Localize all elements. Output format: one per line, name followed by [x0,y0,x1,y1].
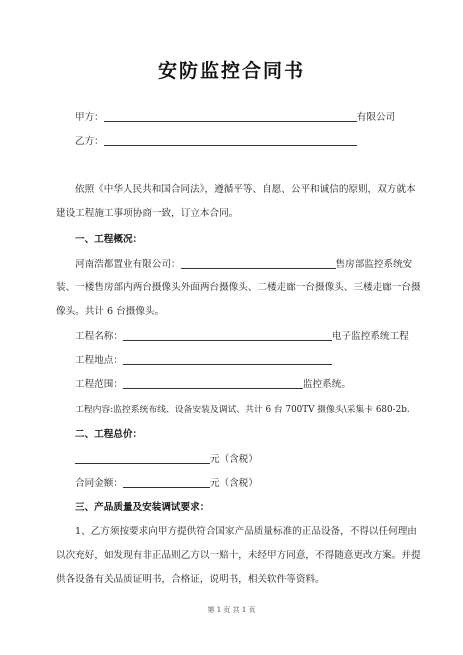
project-name-row [75,330,409,343]
document-title: 安防监控合同书 [157,60,305,82]
party-b-label: 乙方： [75,136,104,147]
project-name-suffix: 电子监控系统工程 [331,331,409,342]
project-scope-row [75,378,351,391]
party-b-blank [104,135,357,146]
project-site-label: 工程地点： [75,355,123,366]
project-site-row [75,354,332,367]
project-scope-blank [123,378,303,389]
s1-company: 河南浩都置业有限公司： [75,259,181,270]
price-blank [75,453,210,464]
party-b-row [75,135,357,148]
s1-line-1 [75,258,412,271]
contract-amount-row [75,477,258,490]
project-name-blank [123,330,332,341]
party-a-label: 甲方： [75,112,104,123]
contract-amount-blank [123,477,210,488]
s3-line-2: 以次充好，如发现有非正品则乙方以一赔十，未经甲方同意，不得随意更改方案。并提 [56,550,421,561]
section-1-heading: 一、工程概况： [75,234,143,245]
contract-amount-suffix: 元（含税） [209,478,258,489]
project-scope-label: 工程范围： [75,379,123,390]
section-3-heading: 三、产品质量及安装调试要求： [75,502,210,513]
s3-line-1: 1、乙方须按要求向甲方提供符合国家产品质量标准的正品设备，不得以任何理由 [75,526,417,537]
price-suffix: 元（含税） [210,454,258,465]
s1-blank [181,258,336,269]
intro-line-2: 建设工程施工事项协商一致，订立本合同。 [56,208,239,219]
s1-line-2: 装、一楼售房部内两台摄像头外面两台摄像头、二楼走廊一台摄像头、三楼走廊一台摄 [56,282,421,293]
party-a-blank [104,111,357,122]
contract-amount-label: 合同金额： [75,478,123,489]
project-content: 工程内容:监控系统布线、设备安装及调试、共计 6 台 700TV 摄像头\采集卡 680-2b. [75,405,410,415]
intro-line-1: 依照《中华人民共和国合同法》，遵循平等、自愿、公平和诚信的原则，双方就本 [75,184,416,195]
s1-line1-suffix: 售房部监控系统安 [335,259,413,270]
price-row [75,453,258,466]
s3-line-3: 供各设备有关品质证明书，合格证，说明书，相关软件等资料。 [56,574,325,585]
project-name-label: 工程名称： [75,331,123,342]
section-2-heading: 二、工程总价： [75,429,143,440]
project-scope-suffix: 监控系统。 [302,379,351,390]
party-a-row [75,111,395,124]
party-a-suffix: 有限公司 [356,112,396,123]
s1-line-3: 像头。共计 6 台摄像头。 [56,306,165,317]
project-site-blank [123,354,332,365]
page-footer: 第 1 页 共 1 页 [207,606,256,614]
